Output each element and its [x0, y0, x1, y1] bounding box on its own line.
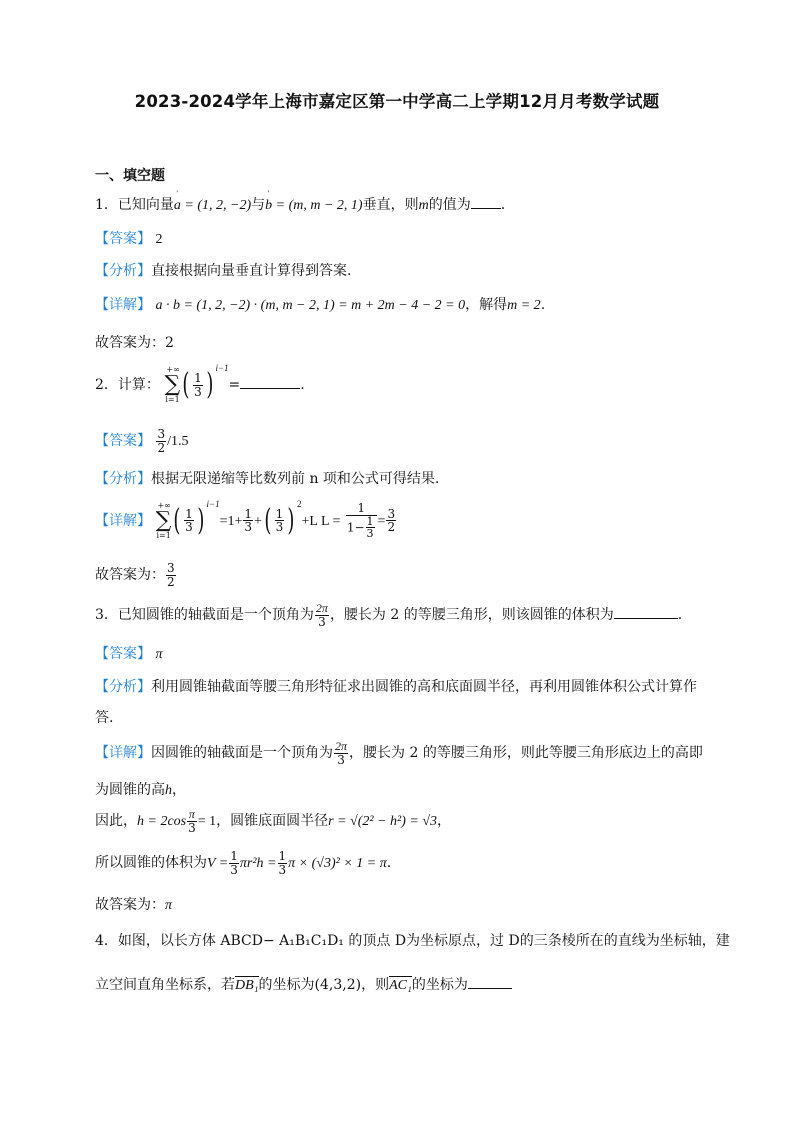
q3-analysis-text: 利用圆锥轴截面等腰三角形特征求出圆锥的高和底面圆半径，再利用圆锥体积公式计算作 [151, 679, 697, 695]
q3-detail-line4 [95, 850, 391, 876]
q2-final-den: 2 [387, 520, 396, 535]
q2-detail-plus: + [254, 513, 262, 529]
q1-stem-mid: 与 [251, 197, 266, 213]
answer-label: 【答案】 [95, 433, 151, 450]
q3-angle-den: 3 [318, 614, 326, 629]
q3-final-value: π [165, 898, 173, 913]
q3-detail-1b: ，腰长为 2 的等腰三角形，则此等腰三角形底边上的高即 [349, 745, 703, 762]
q1-answer-value: 2 [155, 232, 163, 247]
q3-detail-2-end: ， [172, 782, 186, 798]
q1-answer [95, 232, 162, 247]
section-heading: 一、填空题 [95, 168, 165, 184]
analysis-label: 【分析】 [95, 471, 151, 487]
q4-stem-line2 [95, 976, 512, 993]
q3-answer-value: π [155, 647, 163, 662]
q1-detail-tail: ，解得 [465, 297, 508, 313]
q3-detail-4-v: V = [207, 856, 229, 872]
q2-final-frac-num: 3 [167, 561, 175, 575]
q2-inner-num: 1 [366, 514, 374, 528]
detail-label: 【详解】 [95, 297, 151, 313]
q4-stem-line1: 4．如图，以长方体 ABCD− A₁B₁C₁D₁ 的顶点 D为坐标原点，过 D的三条棱所在的直线为坐标轴，建 [95, 933, 730, 949]
q3-detail-3a: 因此， [95, 813, 137, 830]
q2-frac-num: 1 [194, 370, 202, 385]
q3-detail [95, 740, 703, 766]
q3-detail-4-mid: πr²h = [239, 856, 277, 872]
q2-final [95, 562, 177, 588]
q3-answer [95, 647, 162, 662]
q3-analysis [95, 680, 697, 694]
q2-detail-frac1 [184, 508, 194, 534]
q3-detail-3-eq: = 1 [197, 814, 217, 830]
q2-answer-fraction [156, 428, 166, 454]
q2-detail-frac1-den: 3 [185, 520, 193, 535]
q3-detail-cos-frac [187, 808, 197, 834]
q2-result-den-pre: 1− [346, 520, 365, 535]
q3-detail-2: 为圆锥的高 [95, 782, 165, 798]
q2-detail-dots: +L L = [301, 513, 341, 529]
q3-vol-frac2 [278, 850, 288, 876]
q2-analysis-text: 根据无限递缩等比数列前 n 项和公式可得结果. [151, 471, 440, 487]
q1-var-m: m [418, 198, 429, 213]
q2-final-num: 3 [387, 506, 396, 521]
q2-detail-eq: =1+ [219, 513, 243, 529]
q2-sum-bottom: i=1 [165, 395, 180, 404]
q3-stem-a: 3．已知圆锥的轴截面是一个顶角为 [95, 607, 314, 624]
analysis-label: 【分析】 [95, 263, 151, 279]
q3-vol-frac2-num: 1 [278, 849, 287, 863]
q3-vol-frac2-den: 3 [278, 862, 287, 877]
answer-label: 【答案】 [95, 231, 151, 247]
q4-vector-ac1: AC₁ [389, 978, 412, 993]
q3-detail-3-end: ， [437, 813, 452, 830]
q2-detail-sum-top: +∞ [157, 500, 171, 510]
q3-var-h: h [165, 783, 172, 798]
q2-detail-frac2 [243, 508, 253, 534]
q3-detail-3-r: r = √(2² − h²) = √3 [328, 814, 438, 830]
q2-detail-exp2: 2 [297, 499, 302, 510]
q3-vol-frac1 [229, 850, 239, 876]
q2-detail-result-frac [346, 502, 377, 540]
q3-analysis-cont: 答. [95, 710, 114, 726]
q2-detail-frac2-num: 1 [244, 506, 253, 521]
analysis-label: 【分析】 [95, 679, 151, 695]
q2-detail-eq2: = [377, 513, 386, 529]
q1-detail-result: m = 2 [507, 298, 541, 313]
q1-stem-tail2: 的值为 [428, 197, 471, 213]
q3-final-text: 故答案为： [95, 897, 165, 913]
q1-answer-blank[interactable] [471, 196, 501, 209]
q3-stem [95, 602, 682, 628]
q2-sum-symbol: ∑ +∞ i=1 [164, 365, 181, 404]
q2-inner-den: 3 [366, 527, 374, 541]
q3-final [95, 898, 172, 913]
q4-vector-db1: DB₁ [235, 978, 259, 993]
q4-answer-blank[interactable] [468, 976, 512, 989]
q3-detail-angle-num: 2π [335, 739, 348, 753]
q3-vol-frac1-den: 3 [230, 862, 238, 877]
q2-answer [95, 428, 188, 454]
q1-stem [95, 196, 505, 213]
q2-detail-frac3-num: 1 [275, 506, 284, 521]
q2-result-num: 1 [346, 502, 377, 516]
q2-ans-num: 3 [157, 427, 166, 441]
q4-line2a: 立空间直角坐标系，若 [95, 977, 235, 993]
q3-detail-angle-den: 3 [337, 752, 345, 767]
q3-cos-den: 3 [188, 820, 196, 835]
q4-line2c: 的坐标为 [411, 977, 468, 993]
q2-frac-den: 3 [194, 384, 202, 399]
q3-angle-num: 2π [315, 601, 328, 615]
q2-ans-den: 2 [157, 440, 166, 455]
q2-stem: 2．计算： ∑ +∞ i=1 ( $\frac{1}{3}$ ) $^{i-1}$= . [95, 363, 305, 404]
q2-fraction [193, 372, 203, 398]
q2-analysis [95, 472, 439, 486]
q1-stem-tail: 垂直，则 [362, 197, 419, 213]
q3-detail-line3 [95, 808, 451, 834]
q2-sum-top: +∞ [166, 365, 180, 374]
q3-detail-line2 [95, 783, 186, 798]
q4-line2b: 的坐标为(4,3,2)，则 [258, 977, 390, 993]
q3-detail-3-h: h = 2cos [137, 814, 187, 830]
answer-label: 【答案】 [95, 646, 151, 662]
q1-stem-end: . [500, 197, 506, 213]
q2-exponent: i−1 [215, 363, 229, 374]
q3-detail-1a: 因圆锥的轴截面是一个顶角为 [151, 745, 333, 762]
q2-detail-final-frac [386, 508, 396, 534]
q2-stem-end: . [300, 377, 305, 393]
q1-detail-end: . [540, 297, 546, 313]
q2-result-den [346, 516, 377, 540]
q2-final-frac [166, 562, 176, 588]
q3-answer-blank[interactable] [614, 606, 678, 619]
q2-detail: 【详解】 ∑ +∞ i=1 ( $\frac{1}{3}$ ) $^{i-1}$=1+ $\frac{1}{3}$ +( $\frac{1}{3}$ ) $^2$+L L = 1 1− $\frac{1}{3}$ = $\frac{3}{2}$ [95, 499, 396, 541]
q1-analysis [95, 264, 351, 278]
q2-answer-blank[interactable] [240, 376, 300, 389]
q1-vector-a: ' a = (1, 2, −2) [174, 199, 251, 213]
q1-detail [95, 298, 545, 313]
q1-final: 故答案为：2 [95, 335, 174, 351]
detail-label: 【详解】 [95, 512, 151, 529]
q1-vector-b: ' b = (m, m − 2, 1) [265, 199, 362, 213]
q2-detail-exp: i−1 [206, 499, 220, 510]
q3-detail-3b: ，圆锥底面圆半径 [216, 813, 329, 830]
q1-detail-expr: a · b = (1, 2, −2) · (m, m − 2, 1) = m + 2m − 4 − 2 = 0 [155, 298, 466, 313]
q1-stem-text: 1．已知向量 [95, 197, 174, 213]
q3-angle-frac [315, 602, 329, 628]
q2-final-text: 故答案为： [95, 567, 165, 584]
q3-cos-num: π [188, 807, 195, 821]
page-title: 2023-2024学年上海市嘉定区第一中学高二上学期12月月考数学试题 [134, 92, 660, 111]
q2-detail-frac1-num: 1 [185, 506, 193, 521]
q2-detail-frac2-den: 3 [244, 520, 253, 535]
q2-detail-frac3 [275, 508, 285, 534]
q2-final-frac-den: 2 [167, 574, 175, 589]
q2-eq: = [228, 377, 241, 393]
q3-detail-4a: 所以圆锥的体积为 [95, 855, 207, 872]
q2-stem-text: 2．计算： [95, 377, 160, 393]
q3-stem-end: . [677, 607, 683, 624]
q2-detail-sum: ∑ +∞ i=1 [155, 500, 172, 540]
q3-detail-4-end: . [386, 855, 392, 872]
q2-detail-frac3-den: 3 [275, 520, 284, 535]
q3-vol-frac1-num: 1 [230, 849, 238, 863]
q1-analysis-text: 直接根据向量垂直计算得到答案. [151, 263, 352, 279]
detail-label: 【详解】 [95, 745, 151, 762]
q3-detail-angle [334, 740, 348, 766]
q2-answer-tail: /1.5 [167, 434, 189, 450]
q3-stem-b: ，腰长为 2 的等腰三角形，则该圆锥的体积为 [329, 607, 614, 624]
q3-detail-4-tail: π × (√3)² × 1 = π [288, 856, 387, 872]
q2-detail-sum-bottom: i=1 [156, 530, 171, 540]
